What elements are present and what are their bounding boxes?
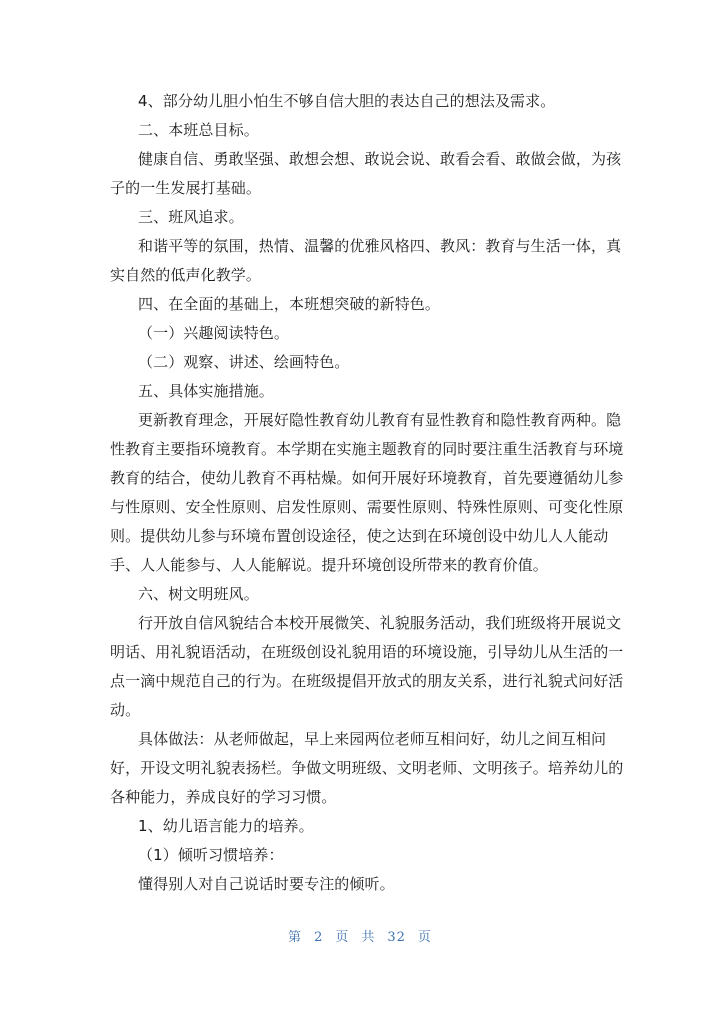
text-line: （1）倾听习惯培养：: [138, 846, 284, 864]
text-line: 明话、用礼貌语活动，在班级创设礼貌用语的环境设施，引导幼儿从生活的一: [110, 643, 624, 661]
text-line: 点一滴中规范自己的行为。在班级提倡开放式的朋友关系，进行礼貌式问好活: [110, 672, 624, 690]
text-line: 四、在全面的基础上，本班想突破的新特色。: [138, 295, 441, 313]
text-line: 和谐平等的氛围，热情、温馨的优雅风格四、教风：教育与生活一体，真: [138, 237, 622, 255]
footer-di: 第: [288, 930, 303, 945]
text-line: 实自然的低声化教学。: [110, 266, 262, 284]
text-line: 三、班风追求。: [138, 208, 244, 226]
text-line: （二）观察、讲述、绘画特色。: [138, 353, 350, 371]
text-line: 性教育主要指环境教育。本学期在实施主题教育的同时要注重生活教育与环境: [110, 440, 624, 458]
text-line: 1、幼儿语言能力的培养。: [138, 817, 314, 835]
text-line: 六、树文明班风。: [138, 585, 259, 603]
text-line: 与性原则、安全性原则、启发性原则、需要性原则、特殊性原则、可变化性原: [110, 498, 624, 516]
text-line: 动。: [110, 701, 141, 719]
text-line: 二、本班总目标。: [138, 121, 259, 139]
text-line: （一）兴趣阅读特色。: [138, 324, 290, 342]
text-line: 手、人人能参与、人人能解说。提升环境创设所带来的教育价值。: [110, 556, 548, 574]
footer-gong: 共: [361, 930, 376, 945]
text-line: 各种能力，养成良好的学习习惯。: [110, 788, 337, 806]
text-line: 五、具体实施措施。: [138, 382, 274, 400]
footer-total-pages: 32: [387, 930, 406, 945]
text-line: 更新教育理念，开展好隐性教育幼儿教育有显性教育和隐性教育两种。隐: [138, 411, 622, 429]
text-line: 子的一生发展打基础。: [110, 179, 262, 197]
footer-ye: 页: [335, 930, 350, 945]
text-line: 4、部分幼儿胆小怕生不够自信大胆的表达自己的想法及需求。: [138, 92, 556, 110]
footer-page-number: 2: [314, 930, 324, 945]
page-footer: [0, 926, 720, 945]
text-line: 具体做法：从老师做起，早上来园两位老师互相问好，幼儿之间互相问: [138, 730, 607, 748]
text-line: 则。提供幼儿参与环境布置创设途径，使之达到在环境创设中幼儿人人能动: [110, 527, 609, 545]
text-line: 教育的结合，使幼儿教育不再枯燥。如何开展好环境教育，首先要遵循幼儿参: [110, 469, 624, 487]
text-line: 好，开设文明礼貌表扬栏。争做文明班级、文明老师、文明孩子。培养幼儿的: [110, 759, 624, 777]
text-line: 健康自信、勇敢坚强、敢想会想、敢说会说、敢看会看、敢做会做，为孩: [138, 150, 622, 168]
text-line: 懂得别人对自己说话时要专注的倾听。: [138, 875, 395, 893]
document-body: [110, 87, 624, 899]
footer-ye2: 页: [417, 930, 432, 945]
text-line: 行开放自信风貌结合本校开展微笑、礼貌服务活动，我们班级将开展说文: [138, 614, 622, 632]
